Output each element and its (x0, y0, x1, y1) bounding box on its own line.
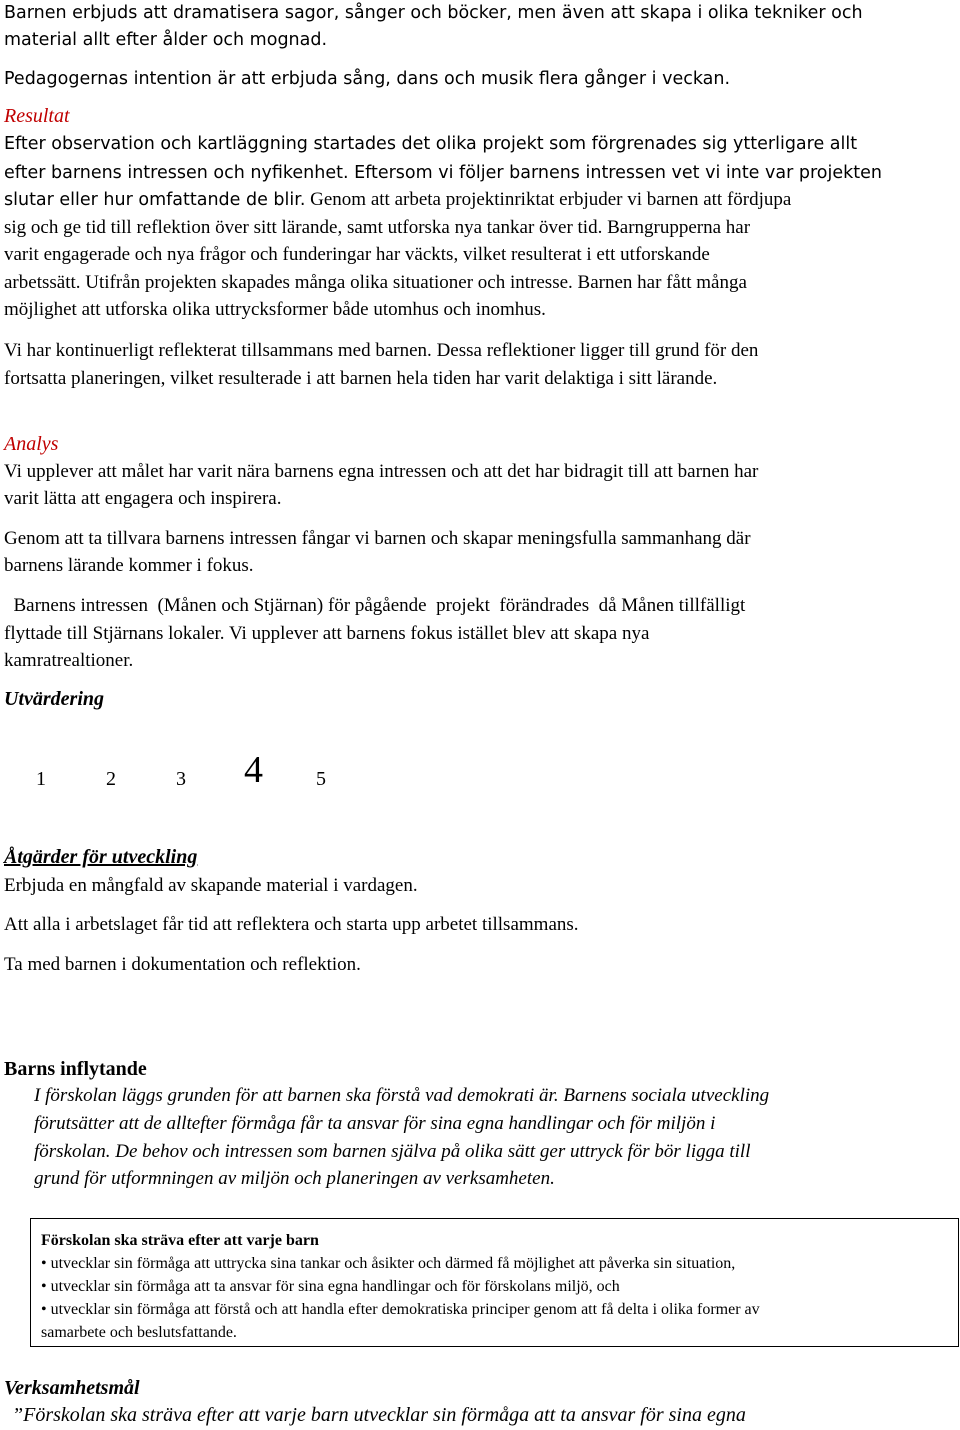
resultat-line-1: Efter observation och kartläggning startades det olika projekt som förgrenades sig ytterligare allt (4, 134, 858, 154)
rating-scale (36, 748, 356, 808)
rating-4-selected: 4 (244, 749, 263, 791)
analys-line-5: Barnens intressen (Månen och Stjärnan) för pågående projekt förändrades då Månen tillfälligt (4, 595, 746, 616)
rating-3: 3 (176, 768, 186, 790)
resultat-line-5: varit engagerade och nya frågor och funderingar har väckts, vilket resulterat i ett utforskande (4, 244, 710, 265)
inflytande-line-2: förutsätter att de alltefter förmåga får ta ansvar för sina egna handlingar och för miljön i (34, 1113, 716, 1134)
atgarder-item-1: Erbjuda en mångfald av skapande material i vardagen. (4, 875, 418, 896)
analys-heading: Analys (4, 433, 59, 455)
analys-line-6: flyttade till Stjärnans lokaler. Vi upplever att barnens fokus istället blev att skapa nya (4, 623, 650, 644)
resultat-line-8: Vi har kontinuerligt reflekterat tillsammans med barnen. Dessa reflektioner ligger till grund för den (4, 340, 759, 361)
resultat-heading: Resultat (4, 105, 70, 127)
analys-line-2: varit lätta att engagera och inspirera. (4, 488, 282, 509)
verksamhetsmal-line-1: ”Förskolan ska sträva efter att varje barn utvecklar sin förmåga att ta ansvar för sina egna (12, 1404, 746, 1426)
box-bullet-1: • utvecklar sin förmåga att uttrycka sina tankar och åsikter och därmed få möjlighet att påverka sin situation, (41, 1252, 948, 1275)
box-bullet-3-continuation: samarbete och beslutsfattande. (41, 1324, 237, 1341)
atgarder-item-3: Ta med barnen i dokumentation och reflektion. (4, 954, 361, 975)
resultat-line-9: fortsatta planeringen, vilket resulterade i att barnen hela tiden har varit delaktiga i sitt lärande. (4, 368, 718, 389)
analys-line-3: Genom att ta tillvara barnens intressen fångar vi barnen och skapar meningsfulla sammanhang där (4, 528, 751, 549)
rating-1: 1 (36, 768, 46, 790)
inflytande-line-4: grund för utformningen av miljön och planeringen av verksamheten. (34, 1168, 555, 1189)
analys-line-7: kamratrealtioner. (4, 650, 134, 671)
inflytande-line-1: I förskolan läggs grunden för att barnen ska förstå vad demokrati är. Barnens sociala utveckling (34, 1085, 770, 1106)
atgarder-item-2: Att alla i arbetslaget får tid att reflektera och starta upp arbetet tillsammans. (4, 914, 579, 935)
box-title: Förskolan ska sträva efter att varje barn (41, 1232, 319, 1249)
rating-2: 2 (106, 768, 116, 790)
curriculum-box (30, 1218, 959, 1347)
inflytande-heading: Barns inflytande (4, 1058, 147, 1080)
resultat-line-6: arbetssätt. Utifrån projekten skapades många olika situationer och intresse. Barnen har fått många (4, 272, 747, 293)
intro-line-1: Barnen erbjuds att dramatisera sagor, sånger och böcker, men även att skapa i olika tekniker och (4, 3, 863, 23)
analys-line-4: barnens lärande kommer i fokus. (4, 555, 254, 576)
intro-line-2: material allt efter ålder och mognad. (4, 30, 328, 50)
resultat-line-3: slutar eller hur omfattande de blir. Genom att arbeta projektinriktat erbjuder vi barnen att fördjupa (4, 189, 792, 210)
analys-line-1: Vi upplever att målet har varit nära barnens egna intressen och att det har bidragit till att barnen har (4, 461, 759, 482)
resultat-line-4: sig och ge tid till reflektion över sitt lärande, samt utforska nya tankar över tid. Barngrupperna har (4, 217, 751, 238)
box-bullet-3: • utvecklar sin förmåga att förstå och att handla efter demokratiska principer genom att få delta i olika former av (41, 1298, 948, 1321)
inflytande-line-3: förskolan. De behov och intressen som barnen själva på olika sätt ger uttryck för bör ligga till (34, 1141, 751, 1162)
box-bullet-2: • utvecklar sin förmåga att ta ansvar för sina egna handlingar och för förskolans miljö, och (41, 1275, 948, 1298)
rating-5: 5 (316, 768, 326, 790)
verksamhetsmal-heading: Verksamhetsmål (4, 1377, 140, 1399)
resultat-line-7: möjlighet att utforska olika uttrycksformer både utomhus och inomhus. (4, 299, 546, 320)
utvardering-heading: Utvärdering (4, 688, 104, 710)
intro-paragraph-2: Pedagogernas intention är att erbjuda sång, dans och musik flera gånger i veckan. (4, 69, 731, 89)
resultat-line-2: efter barnens intressen och nyfikenhet. Eftersom vi följer barnens intressen vet vi inte var projekten (4, 163, 882, 183)
atgarder-heading: Åtgärder för utveckling (4, 846, 198, 868)
